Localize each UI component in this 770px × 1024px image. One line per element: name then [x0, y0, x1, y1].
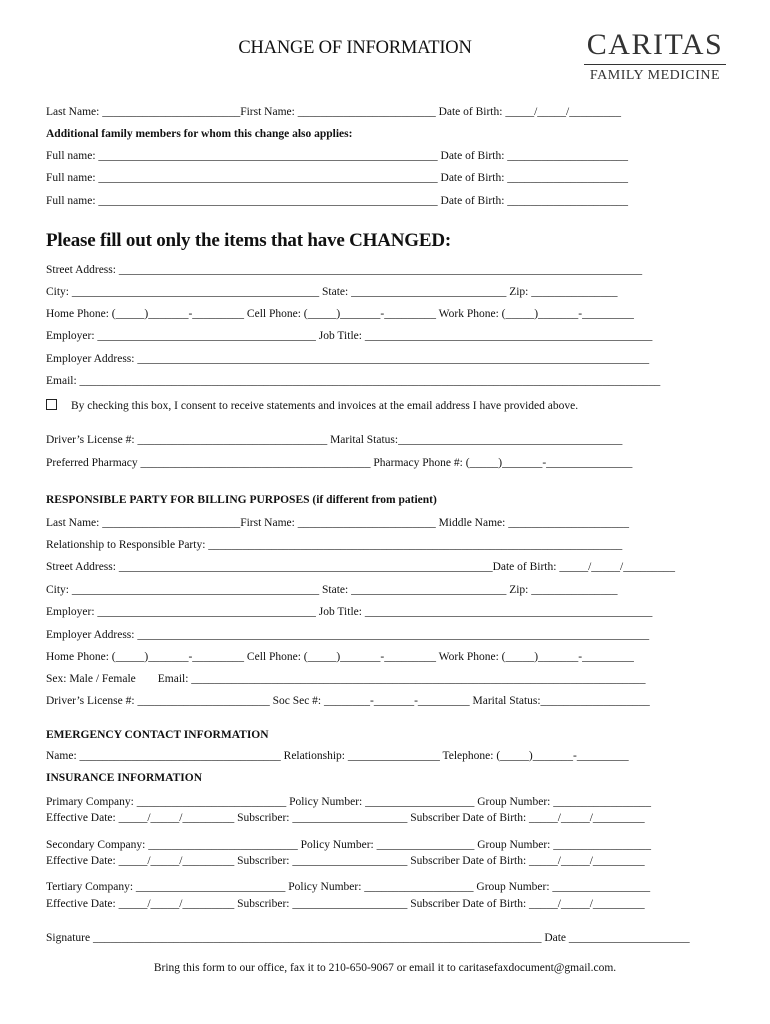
logo-subtitle: FAMILY MEDICINE: [589, 68, 721, 83]
primary-insurance-dates-field[interactable]: Effective Date: _____/_____/_________ Subscriber: ____________________ Subscriber Date of Birth: _____/_____/_________: [46, 812, 645, 824]
patient-name-dob-field[interactable]: Last Name: ________________________First Name: ________________________ Date of Birth: _____/_____/_________: [46, 106, 621, 118]
primary-insurance-company-field[interactable]: Primary Company: __________________________ Policy Number: ___________________ Group Number: _________________: [46, 796, 651, 808]
tertiary-insurance-dates-field[interactable]: Effective Date: _____/_____/_________ Subscriber: ____________________ Subscriber Date of Birth: _____/_____/_________: [46, 898, 645, 910]
city-state-zip-field[interactable]: City: ___________________________________________ State: ___________________________ Zip: _______________: [46, 286, 618, 298]
changed-items-heading: Please fill out only the items that have CHANGED:: [46, 230, 451, 251]
emergency-contact-heading: EMERGENCY CONTACT INFORMATION: [46, 729, 269, 741]
sex-option[interactable]: Sex: Male / Female: [46, 673, 136, 685]
responsible-email-field[interactable]: Email: _______________________________________________________________________________: [157, 673, 646, 685]
pharmacy-field[interactable]: Preferred Pharmacy ________________________________________ Pharmacy Phone #: (_____)_______-_______________: [46, 457, 633, 469]
street-address-field[interactable]: Street Address: ___________________________________________________________________________________________: [46, 264, 643, 276]
signature-date-field[interactable]: Signature ______________________________________________________________________________ Date _____________________: [46, 932, 690, 944]
license-marital-field[interactable]: Driver’s License #: _________________________________ Marital Status:_______________________________________: [46, 434, 623, 446]
sex-email-row: [46, 672, 724, 686]
insurance-heading: INSURANCE INFORMATION: [46, 772, 203, 784]
responsible-employer-field[interactable]: Employer: ______________________________________ Job Title: __________________________________________________: [46, 606, 653, 618]
emergency-contact-field[interactable]: Name: ___________________________________ Relationship: ________________ Telephone: (_____)_______-_________: [46, 750, 629, 762]
responsible-name-field[interactable]: Last Name: ________________________First Name: ________________________ Middle Name: _____________________: [46, 517, 629, 529]
email-consent-row: [46, 399, 724, 413]
caritas-logo: [560, 28, 750, 84]
responsible-party-heading: RESPONSIBLE PARTY FOR BILLING PURPOSES (if different from patient): [46, 494, 437, 506]
email-field[interactable]: Email: _____________________________________________________________________________________________________: [46, 375, 661, 387]
tertiary-insurance-company-field[interactable]: Tertiary Company: __________________________ Policy Number: ___________________ Group Number: _________________: [46, 881, 651, 893]
responsible-street-dob-field[interactable]: Street Address: _________________________________________________________________Date of Birth: _____/_____/_________: [46, 561, 675, 573]
responsible-license-ssn-field[interactable]: Driver’s License #: _______________________ Soc Sec #: ________-_______-_________ Marital Status:___________________: [46, 695, 650, 707]
logo-divider: [584, 64, 726, 65]
employer-address-field[interactable]: Employer Address: _________________________________________________________________________________________: [46, 353, 650, 365]
email-consent-checkbox[interactable]: [46, 399, 57, 410]
responsible-phones-field[interactable]: Home Phone: (_____)_______-_________ Cell Phone: (_____)_______-_________ Work Phone: (_____)_______-_________: [46, 651, 634, 663]
secondary-insurance-company-field[interactable]: Secondary Company: __________________________ Policy Number: _________________ Group Number: _________________: [46, 839, 651, 851]
footer-instructions: Bring this form to our office, fax it to 210-650-9067 or email it to caritasefaxdocument@gmail.com.: [153, 962, 617, 974]
family-member-2-field[interactable]: Full name: ___________________________________________________________ Date of Birth: _____________________: [46, 172, 629, 184]
relationship-field[interactable]: Relationship to Responsible Party: ________________________________________________________________________: [46, 539, 623, 551]
family-member-3-field[interactable]: Full name: ___________________________________________________________ Date of Birth: _____________________: [46, 195, 629, 207]
logo-name: CARITAS: [586, 28, 724, 61]
family-member-1-field[interactable]: Full name: ___________________________________________________________ Date of Birth: _____________________: [46, 150, 629, 162]
responsible-employer-address-field[interactable]: Employer Address: _________________________________________________________________________________________: [46, 629, 650, 641]
family-members-heading: Additional family members for whom this change also applies:: [46, 128, 353, 140]
page-title: CHANGE OF INFORMATION: [238, 38, 472, 58]
phone-numbers-field[interactable]: Home Phone: (_____)_______-_________ Cell Phone: (_____)_______-_________ Work Phone: (_____)_______-_________: [46, 308, 634, 320]
secondary-insurance-dates-field[interactable]: Effective Date: _____/_____/_________ Subscriber: ____________________ Subscriber Date of Birth: _____/_____/_________: [46, 855, 645, 867]
employer-job-title-field[interactable]: Employer: ______________________________________ Job Title: __________________________________________________: [46, 330, 653, 342]
responsible-city-state-zip-field[interactable]: City: ___________________________________________ State: ___________________________ Zip: _______________: [46, 584, 618, 596]
email-consent-label: By checking this box, I consent to receive statements and invoices at the email address I have provided above.: [71, 400, 579, 412]
